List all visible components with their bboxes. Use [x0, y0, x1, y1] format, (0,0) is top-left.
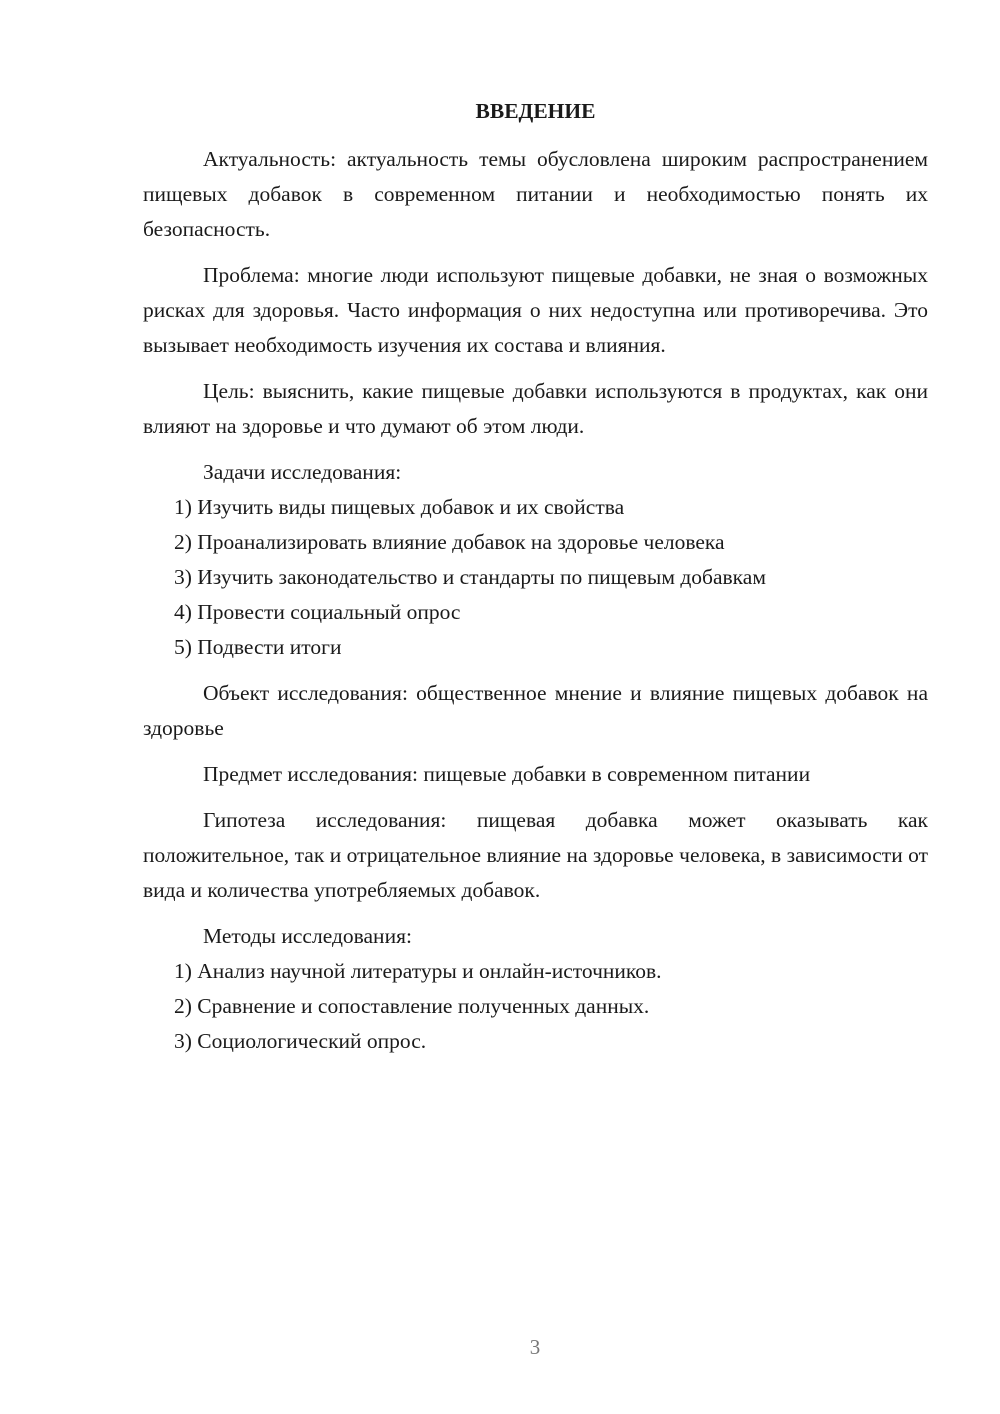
document-page — [143, 94, 928, 1059]
goal-paragraph: Цель: выяснить, какие пищевые добавки используются в продуктах, как они влияют на здоровье и что думают об этом люди. — [143, 379, 928, 438]
problem-paragraph: Проблема: многие люди используют пищевые добавки, не зная о возможных рисках для здоровья. Часто информация о них недоступна или противоречива. Это вызывает необходимость изучения их состава и влияния. — [143, 263, 928, 357]
list-item: 1) Изучить виды пищевых добавок и их свойства — [174, 495, 625, 519]
methods-heading: Методы исследования: — [203, 924, 412, 948]
list-item: 1) Анализ научной литературы и онлайн-источников. — [174, 959, 662, 983]
list-item: 2) Сравнение и сопоставление полученных данных. — [174, 994, 650, 1018]
list-item: 5) Подвести итоги — [174, 635, 342, 659]
list-item: 4) Провести социальный опрос — [174, 600, 461, 624]
tasks-heading: Задачи исследования: — [203, 460, 402, 484]
tasks-list — [143, 490, 928, 665]
page-number: 3 — [529, 1335, 541, 1359]
list-item: 2) Проанализировать влияние добавок на здоровье человека — [174, 530, 725, 554]
list-item: 3) Изучить законодательство и стандарты по пищевым добавкам — [174, 565, 766, 589]
relevance-paragraph: Актуальность: актуальность темы обусловлена широким распространением пищевых добавок в современном питании и необходимостью понять их безопасность. — [143, 147, 928, 241]
page-title: ВВЕДЕНИЕ — [475, 99, 596, 123]
list-item: 3) Социологический опрос. — [174, 1029, 427, 1053]
methods-list — [143, 954, 928, 1059]
subject-paragraph: Предмет исследования: пищевые добавки в современном питании — [203, 762, 811, 786]
object-paragraph: Объект исследования: общественное мнение и влияние пищевых добавок на здоровье — [143, 681, 928, 740]
hypothesis-paragraph: Гипотеза исследования: пищевая добавка может оказывать как положительное, так и отрицательное влияние на здоровье человека, в зависимости от вида и количества употребляемых добавок. — [143, 808, 928, 902]
